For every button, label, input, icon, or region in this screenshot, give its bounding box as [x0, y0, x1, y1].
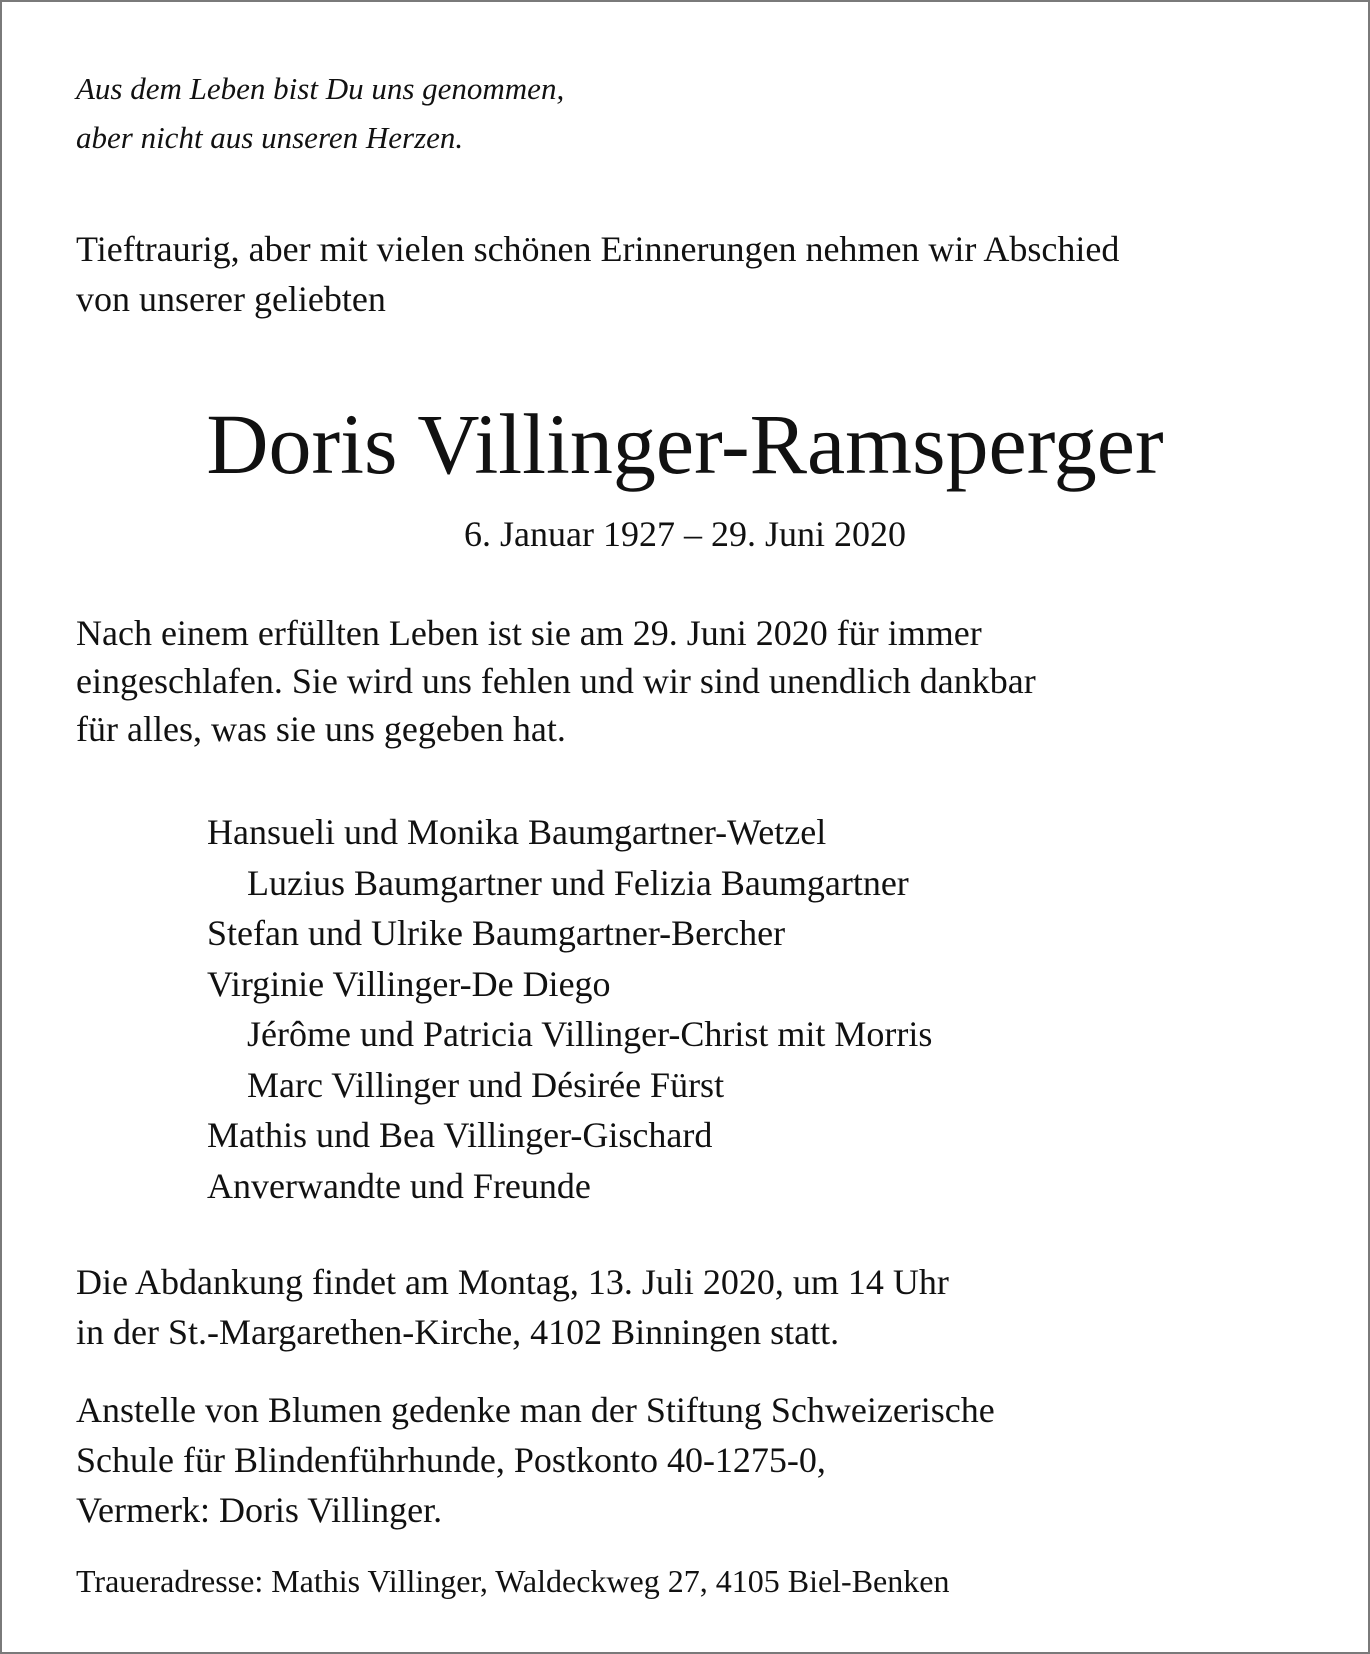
message-line: für alles, was sie uns gegeben hat.	[76, 709, 566, 749]
life-dates: 6. Januar 1927 – 29. Juni 2020	[464, 514, 906, 554]
deceased-name: Doris Villinger-Ramsperger	[206, 396, 1164, 492]
mourner-entry: Marc Villinger und Désirée Fürst	[247, 1064, 725, 1105]
donation-line: Anstelle von Blumen gedenke man der Stiftung Schweizerische	[76, 1390, 995, 1430]
intro-line: Tieftraurig, aber mit vielen schönen Erinnerungen nehmen wir Abschied	[76, 229, 1120, 269]
mourner-entry: Anverwandte und Freunde	[207, 1165, 591, 1206]
intro-text	[76, 224, 1119, 324]
message-line: eingeschlafen. Sie wird uns fehlen und wir sind unendlich dankbar	[76, 661, 1036, 701]
service-info	[76, 1257, 949, 1357]
motto-line: aber nicht aus unseren Herzen.	[76, 120, 464, 155]
mourning-address: Traueradresse: Mathis Villinger, Waldeckweg 27, 4105 Biel-Benken	[76, 1563, 950, 1599]
mourner-entry: Jérôme und Patricia Villinger-Christ mit Morris	[247, 1014, 933, 1054]
mourners-list	[207, 807, 932, 1211]
motto-line: Aus dem Leben bist Du uns genommen,	[76, 71, 565, 106]
service-line: in der St.-Margarethen-Kirche, 4102 Binningen statt.	[76, 1312, 840, 1352]
motto-quote	[76, 64, 564, 162]
mourner-entry: Virginie Villinger-De Diego	[207, 963, 611, 1004]
mourner-entry: Mathis und Bea Villinger-Gischard	[207, 1115, 713, 1155]
message-text	[76, 609, 1036, 753]
donation-info	[76, 1385, 995, 1535]
donation-line: Schule für Blindenführhunde, Postkonto 40-1275-0,	[76, 1440, 826, 1480]
donation-line: Vermerk: Doris Villinger.	[76, 1490, 443, 1530]
message-line: Nach einem erfüllten Leben ist sie am 29. Juni 2020 für immer	[76, 613, 982, 653]
intro-line: von unserer geliebten	[76, 279, 386, 319]
mourner-entry: Stefan und Ulrike Baumgartner-Bercher	[207, 913, 786, 953]
mourner-entry: Hansueli und Monika Baumgartner-Wetzel	[207, 812, 827, 852]
mourner-entry: Luzius Baumgartner und Felizia Baumgartner	[247, 862, 909, 903]
service-line: Die Abdankung findet am Montag, 13. Juli 2020, um 14 Uhr	[76, 1262, 949, 1302]
